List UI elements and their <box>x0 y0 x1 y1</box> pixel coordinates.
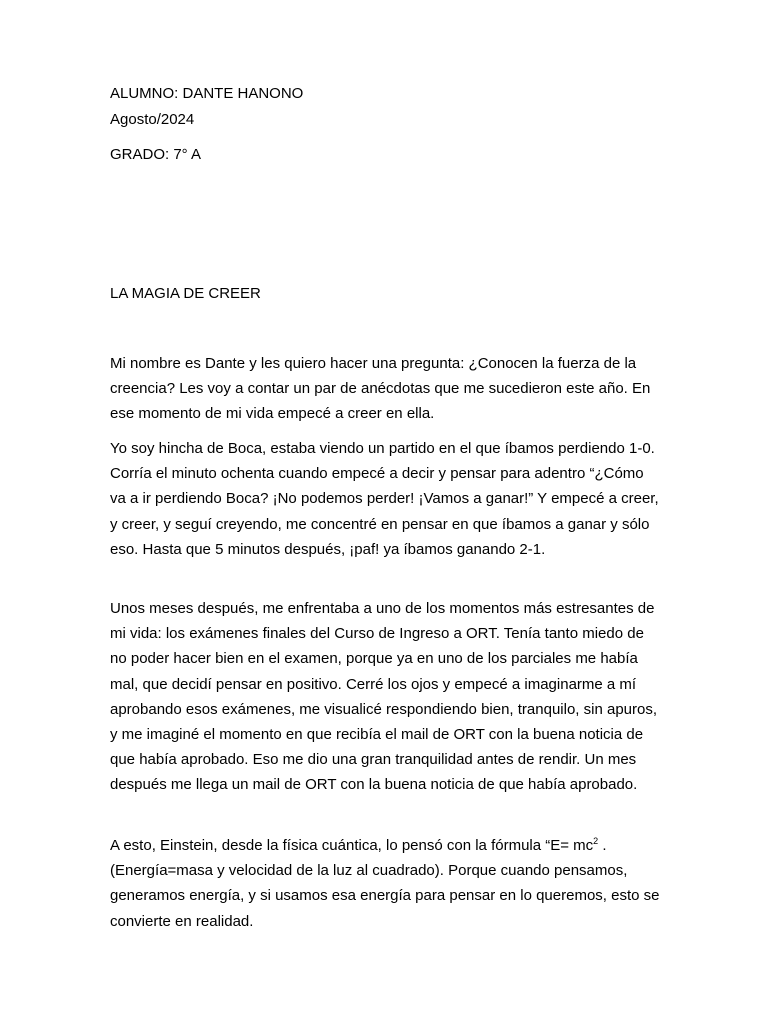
paragraph-4-end: .(Energía=masa y velocidad de la luz al cuadrado). Porque cuando pensamos, generamos energía, y si usamos esa energía para pensar en lo queremos, esto se convierte en realidad. <box>110 837 660 930</box>
formula-superscript: 2 <box>593 836 599 846</box>
paragraph-4 <box>110 833 662 934</box>
paragraph-1: Mi nombre es Dante y les quiero hacer una pregunta: ¿Conocen la fuerza de la creencia? Les voy a contar un par de anécdotas que me sucedieron este año. En ese momento de mi vida empecé a creer en ella. <box>110 355 651 423</box>
paragraph-4-start: A esto, Einstein, desde la física cuántica, lo pensó con la fórmula “E= mc <box>110 837 594 854</box>
essay-title: LA MAGIA DE CREER <box>110 285 261 302</box>
paragraph-3: Unos meses después, me enfrentaba a uno de los momentos más estresantes de mi vida: los exámenes finales del Curso de Ingreso a ORT. Tenía tanto miedo de no poder hacer bien en el examen, porque ya en uno de los parciales me había mal, que decidí pensar en positivo. Cerré los ojos y empecé a imaginarme a mí aprobando esos exámenes, me visualicé respondiendo bien, tranquilo, sin apuros, y me imaginé el momento en que recibía el mail de ORT con la buena noticia de que había aprobado. Eso me dio una gran tranquilidad antes de rendir. Un mes después me llega un mail de ORT con la buena noticia de que había aprobado. <box>110 600 658 794</box>
paragraph-2: Yo soy hincha de Boca, estaba viendo un partido en el que íbamos perdiendo 1-0. Corría el minuto ochenta cuando empecé a decir y pensar para adentro “¿Cómo va a ir perdiendo Boca? ¡No podemos perder! ¡Vamos a ganar!” Y empecé a creer, y creer, y seguí creyendo, me concentré en pensar en que íbamos a ganar y sólo eso. Hasta que 5 minutos después, ¡paf! ya íbamos ganando 2-1. <box>110 440 659 558</box>
document-date: Agosto/2024 <box>110 111 195 128</box>
student-name: ALUMNO: DANTE HANONO <box>110 85 304 102</box>
student-grade: GRADO: 7° A <box>110 146 202 163</box>
